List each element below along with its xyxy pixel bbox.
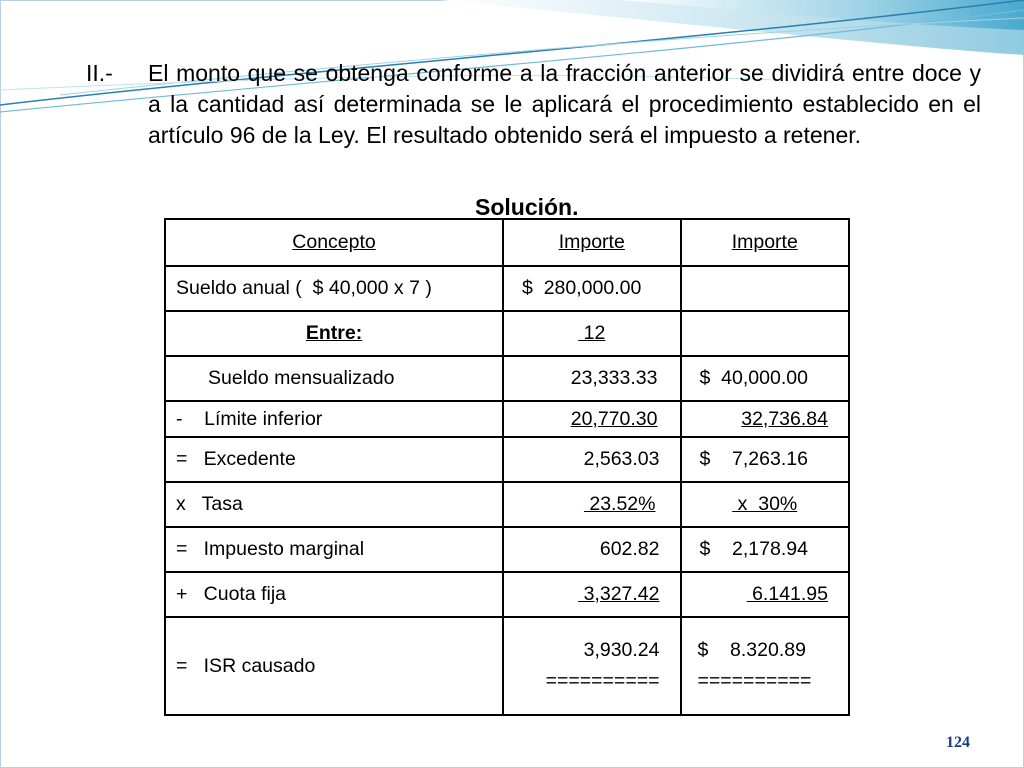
row-value-a: 23,333.33: [570, 367, 658, 389]
item-number: II.-: [86, 60, 113, 86]
solution-heading: Solución.: [475, 194, 579, 220]
row-concept: Sueldo anual ( $ 40,000 x 7 ): [176, 277, 432, 299]
table-header-row: [165, 219, 849, 266]
paragraph-block: [86, 58, 981, 151]
table-row: [165, 311, 849, 356]
row-value-b: $ 40,000.00: [699, 367, 808, 389]
row-value-b: $ 2,178.94: [699, 538, 808, 560]
table-row: [165, 401, 849, 437]
table-row: [165, 266, 849, 311]
row-value-a: 602.82: [599, 538, 660, 560]
row-concept: = ISR causado: [176, 654, 316, 677]
row-concept: - Límite inferior: [176, 407, 323, 430]
row-concept: Entre:: [305, 322, 363, 344]
row-value-b: x 30%: [732, 493, 798, 515]
table-row-total: [165, 617, 849, 715]
header-concepto: Concepto: [292, 231, 376, 253]
header-importe-2: Importe: [731, 231, 798, 253]
row-value-b: 6.141.95: [746, 583, 828, 605]
solution-table: [164, 218, 850, 716]
row-value-a: 12: [578, 322, 606, 344]
table-row: [165, 356, 849, 401]
row-value-a: 2,563.03: [583, 448, 660, 470]
table-row: [165, 572, 849, 617]
header-importe-1: Importe: [558, 231, 625, 253]
row-value-b: $ 7,263.16: [699, 448, 808, 470]
row-concept: = Excedente: [176, 448, 296, 470]
row-value-b: 32,736.84: [741, 407, 828, 430]
row-concept: Sueldo mensualizado: [208, 367, 395, 389]
table-row: [165, 437, 849, 482]
row-value-a: 20,770.30: [570, 407, 658, 430]
row-value-a: 3,327.42: [578, 583, 660, 605]
row-concept: = Impuesto marginal: [176, 538, 365, 560]
row-concept: + Cuota fija: [176, 583, 287, 605]
page-number: 124: [946, 734, 970, 751]
total-rule-a: ==========: [545, 670, 660, 692]
total-rule-b: ==========: [697, 670, 812, 692]
row-concept: x Tasa: [176, 493, 243, 515]
table-row: [165, 482, 849, 527]
row-value-b: $ 8.320.89: [697, 639, 806, 661]
row-value-a: $ 280,000.00: [522, 277, 642, 299]
paragraph-text: El monto que se obtenga conforme a la fracción anterior se dividirá entre doce y a la cantidad así determinada se le aplicará el procedimiento establecido en el artículo 96 de la Ley. El resultado obtenido será el impuesto a retener.: [148, 60, 981, 148]
row-value-a: 3,930.24: [583, 639, 660, 661]
table-row: [165, 527, 849, 572]
row-value-a: 23.52%: [583, 493, 656, 515]
